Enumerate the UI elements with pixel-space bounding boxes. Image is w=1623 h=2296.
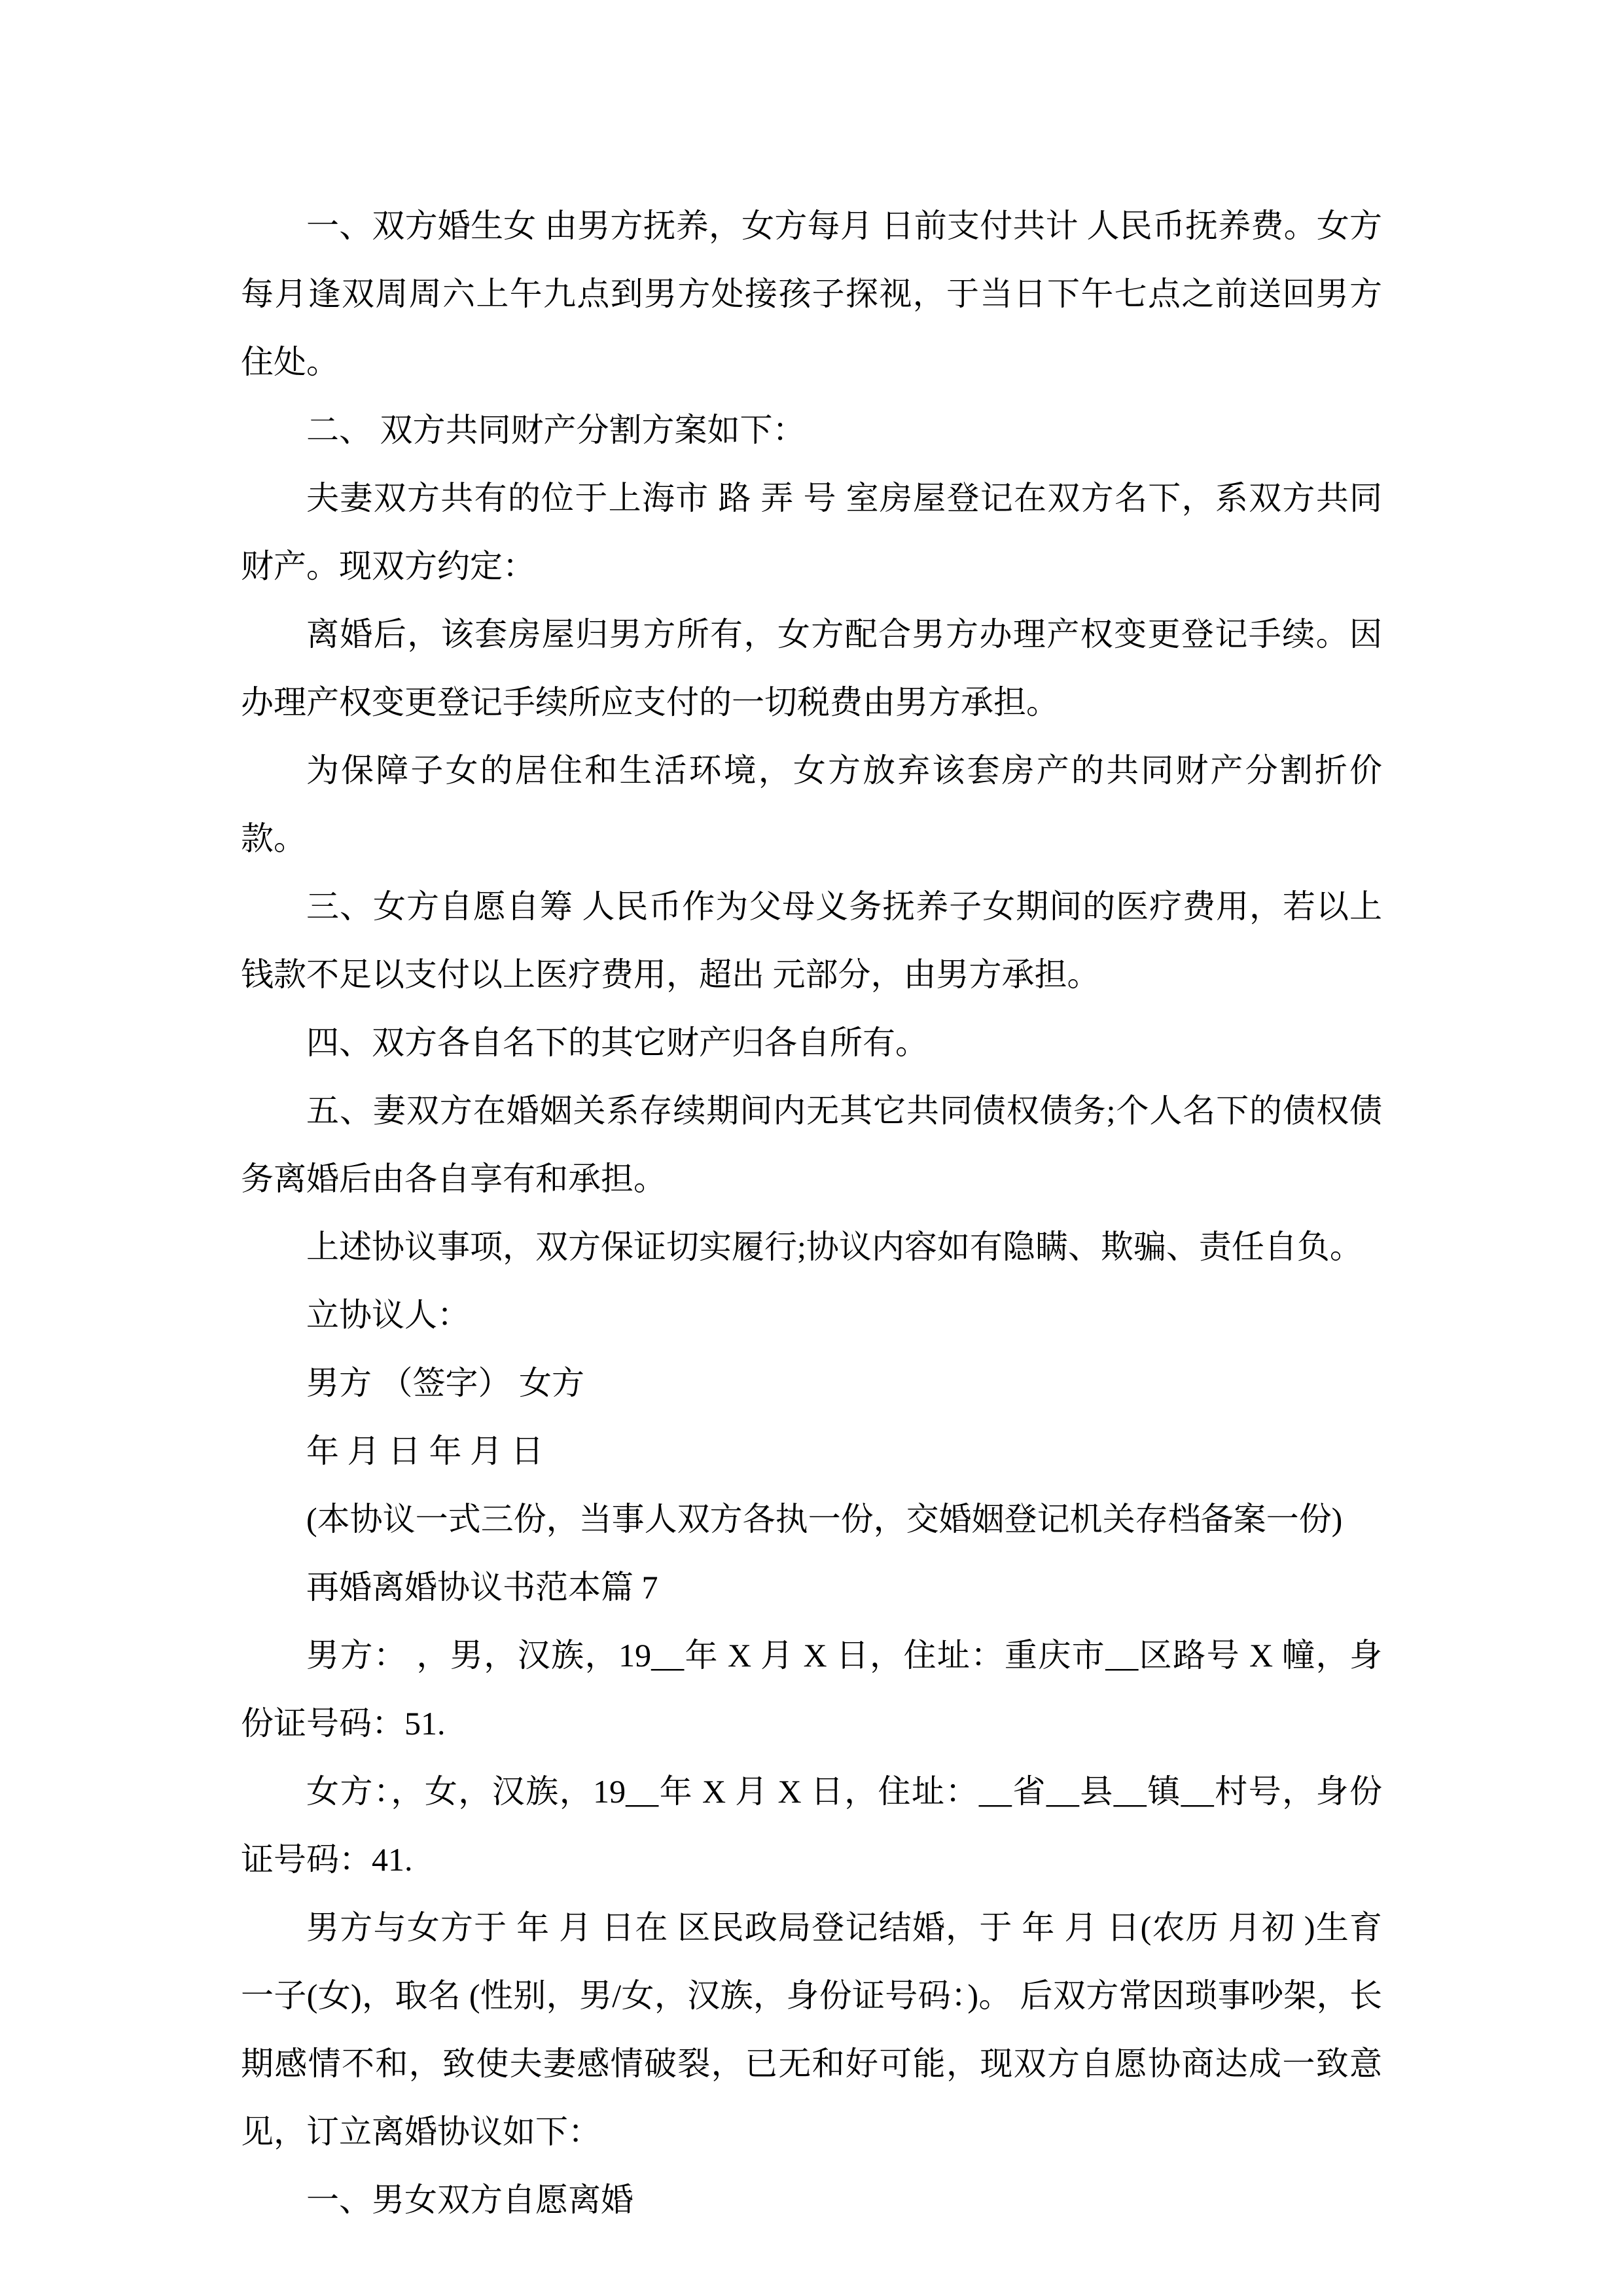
- paragraph: 一、双方婚生女 由男方抚养，女方每月 日前支付共计 人民币抚养费。女方每月逢双周周六上午九点到男方处接孩子探视，于当日下午七点之前送回男方住处。: [241, 207, 1382, 380]
- paragraph: 上述协议事项，双方保证切实履行;协议内容如有隐瞒、欺骗、责任自负。: [306, 1229, 1363, 1265]
- paragraph: (本协议一式三份，当事人双方各执一份，交婚姻登记机关存档备案一份): [306, 1501, 1343, 1537]
- paragraph: 年 月 日 年 月 日: [306, 1433, 544, 1469]
- paragraph: 男方与女方于 年 月 日在 区民政局登记结婚，于 年 月 日(农历 月初 )生育一子(女)，取名 (性别，男/女，汉族，身份证号码：)。 后双方常因琐事吵架，长期感情不和，致使夫妻感情破裂，已无和好可能，现双方自愿协商达成一致意见，订立离婚协议如下：: [241, 1909, 1382, 2150]
- paragraph: 二、 双方共同财产分割方案如下：: [306, 412, 806, 448]
- paragraph: 三、女方自愿自筹 人民币作为父母义务抚养子女期间的医疗费用，若以上钱款不足以支付以上医疗费用，超出 元部分，由男方承担。: [241, 888, 1382, 993]
- paragraph: 立协议人：: [306, 1297, 470, 1333]
- paragraph: 为保障子女的居住和生活环境，女方放弃该套房产的共同财产分割折价款。: [241, 752, 1382, 857]
- document-body: [241, 192, 1382, 2234]
- paragraph: 夫妻双方共有的位于上海市 路 弄 号 室房屋登记在双方名下，系双方共同财产。现双方约定：: [241, 480, 1382, 584]
- paragraph: 一、男女双方自愿离婚: [306, 2181, 633, 2218]
- paragraph: 离婚后，该套房屋归男方所有，女方配合男方办理产权变更登记手续。因办理产权变更登记手续所应支付的一切税费由男方承担。: [241, 616, 1382, 721]
- paragraph: 男方 （签字） 女方: [306, 1365, 584, 1401]
- paragraph: 女方：，女，汉族，19__年 X 月 X 日，住址：__省__县__镇__村号，身份证号码：41.: [241, 1773, 1382, 1878]
- paragraph: 男方： ，男，汉族，19__年 X 月 X 日，住址：重庆市__区路号 X 幢，身份证号码：51.: [241, 1637, 1382, 1742]
- paragraph: 五、妻双方在婚姻关系存续期间内无其它共同债权债务;个人名下的债权债务离婚后由各自享有和承担。: [241, 1092, 1382, 1197]
- paragraph: 再婚离婚协议书范本篇 7: [306, 1569, 658, 1605]
- paragraph: 四、双方各自名下的其它财产归各自所有。: [306, 1024, 928, 1061]
